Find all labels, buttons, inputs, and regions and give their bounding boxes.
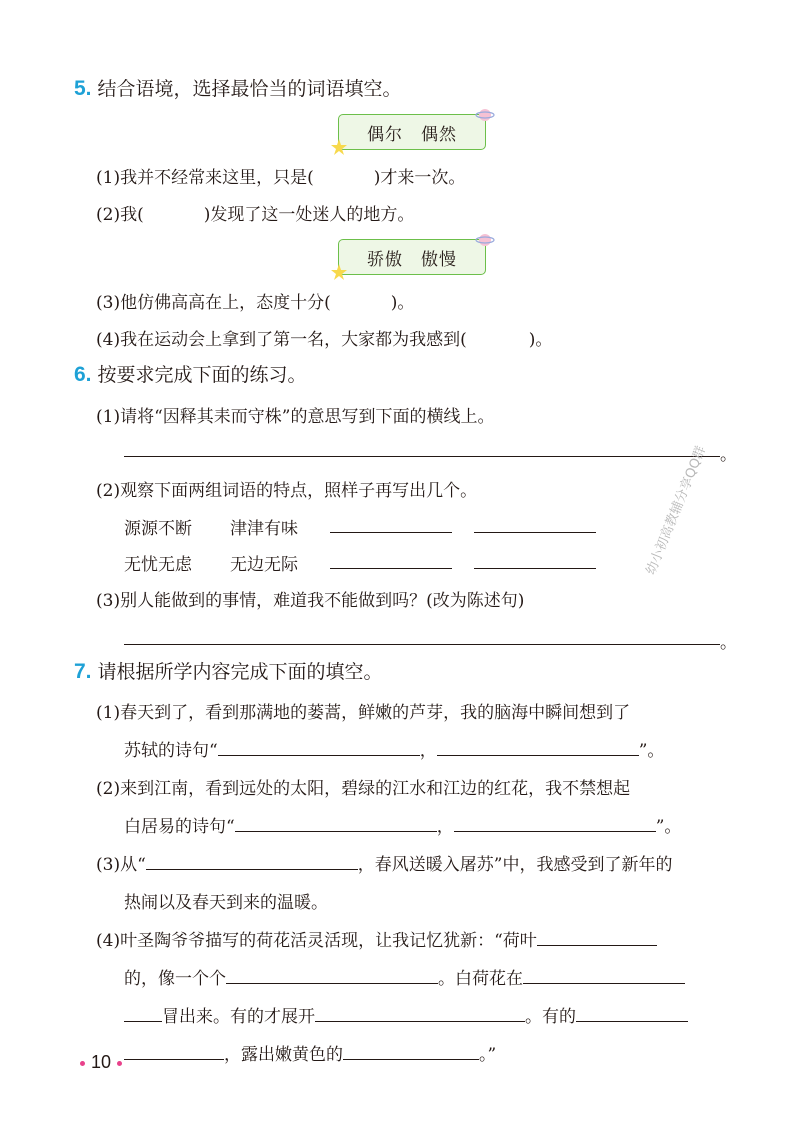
q7-line-5 [96, 850, 672, 875]
q6-number: 6. [74, 363, 92, 386]
q7-line-1: (1)春天到了，看到那满地的蒌蒿，鲜嫩的芦芽，我的脑海中瞬间想到了 [96, 703, 631, 723]
q7-heading [74, 657, 383, 684]
text: (3)从“ [96, 855, 146, 875]
answer-line[interactable] [474, 532, 596, 533]
q6-part-1: (1)请将“因释其耒而守株”的意思写到下面的横线上。 [96, 407, 495, 427]
q7-line-9 [124, 1002, 688, 1027]
text: 白居易的诗句“ [124, 817, 235, 837]
text: )才来一次。 [373, 168, 466, 188]
q5-heading [74, 74, 402, 101]
q5-title: 结合语境，选择最恰当的词语填空。 [97, 78, 402, 100]
text: ”。 [655, 817, 682, 837]
answer-line[interactable] [124, 1003, 162, 1022]
answer-line[interactable] [124, 1041, 224, 1060]
word-example-1b: 津津有味 [230, 519, 298, 539]
answer-line[interactable] [315, 1003, 525, 1022]
word-option: 偶尔 [367, 124, 403, 145]
q6-part-2: (2)观察下面两组词语的特点，照样子再写出几个。 [96, 481, 478, 501]
q6-part-3: (3)别人能做到的事情，难道我不能做到吗？(改为陈述句) [96, 591, 525, 611]
q7-line-2 [124, 736, 664, 761]
page-number [74, 1052, 128, 1073]
q5-sentence-4 [96, 325, 552, 350]
word-choice-box-1 [338, 114, 486, 150]
answer-line[interactable] [124, 456, 720, 457]
answer-line[interactable] [343, 1041, 479, 1060]
q7-line-4 [124, 812, 681, 837]
q6-heading [74, 360, 307, 387]
word-option: 傲慢 [421, 249, 457, 270]
word-example-2b: 无边无际 [230, 555, 298, 575]
answer-line[interactable] [235, 813, 437, 832]
answer-line[interactable] [454, 813, 656, 832]
text: (3)他仿佛高高在上，态度十分( [96, 293, 331, 313]
text: 。” [479, 1045, 497, 1065]
q5-sentence-2 [96, 200, 414, 225]
q7-line-6: 热闹以及春天到来的温暖。 [124, 893, 328, 913]
answer-line[interactable] [226, 965, 438, 984]
text: )。 [528, 330, 553, 350]
text: 。白荷花在 [438, 969, 523, 989]
answer-line[interactable] [523, 965, 685, 984]
text: (4)叶圣陶爷爷描写的荷花活灵活现，让我记忆犹新：“荷叶 [96, 931, 537, 951]
q7-line-10 [124, 1040, 496, 1065]
dot-icon [117, 1061, 122, 1066]
text: )发现了这一处迷人的地方。 [203, 205, 415, 225]
answer-line[interactable] [330, 568, 452, 569]
answer-line[interactable] [218, 737, 420, 756]
dot-icon [80, 1061, 85, 1066]
q7-title: 请根据所学内容完成下面的填空。 [97, 661, 383, 683]
text: ， [419, 741, 437, 761]
period: 。 [720, 633, 737, 653]
answer-line[interactable] [474, 568, 596, 569]
word-option: 骄傲 [367, 249, 403, 270]
q7-line-8 [124, 964, 685, 989]
answer-line[interactable] [330, 532, 452, 533]
word-option: 偶然 [421, 124, 457, 145]
text: 苏轼的诗句“ [124, 741, 218, 761]
q5-sentence-3 [96, 288, 414, 313]
text: (2)我( [96, 205, 144, 225]
text: ”。 [638, 741, 665, 761]
text: ，露出嫩黄色的 [224, 1045, 343, 1065]
answer-line[interactable] [537, 927, 657, 946]
page-number-text: 10 [91, 1052, 112, 1072]
word-example-2a: 无忧无虑 [124, 555, 192, 575]
planet-icon [475, 105, 495, 125]
q5-sentence-1 [96, 163, 465, 188]
star-icon [331, 264, 347, 280]
text: 。有的 [525, 1007, 576, 1027]
answer-line[interactable] [146, 851, 358, 870]
q6-title: 按要求完成下面的练习。 [97, 364, 307, 386]
star-icon [331, 139, 347, 155]
text: 冒出来。有的才展开 [162, 1007, 315, 1027]
watermark: 幼小初高教辅分享QQ群 [643, 444, 710, 578]
period: 。 [720, 445, 737, 465]
text: ， [436, 817, 454, 837]
answer-line[interactable] [576, 1003, 688, 1022]
text: 的，像一个个 [124, 969, 226, 989]
q7-number: 7. [74, 660, 92, 683]
planet-icon [475, 230, 495, 250]
q5-number: 5. [74, 77, 92, 100]
word-example-1a: 源源不断 [124, 519, 192, 539]
answer-line[interactable] [437, 737, 639, 756]
q7-line-7 [96, 926, 657, 951]
answer-line[interactable] [124, 644, 720, 645]
text: (1)我并不经常来这里，只是( [96, 168, 314, 188]
q7-line-3: (2)来到江南，看到远处的太阳，碧绿的江水和江边的红花，我不禁想起 [96, 779, 631, 799]
word-choice-box-2 [338, 239, 486, 275]
text: )。 [390, 293, 415, 313]
text: ，春风送暖入屠苏”中，我感受到了新年的 [357, 855, 673, 875]
text: (4)我在运动会上拿到了第一名，大家都为我感到( [96, 330, 467, 350]
